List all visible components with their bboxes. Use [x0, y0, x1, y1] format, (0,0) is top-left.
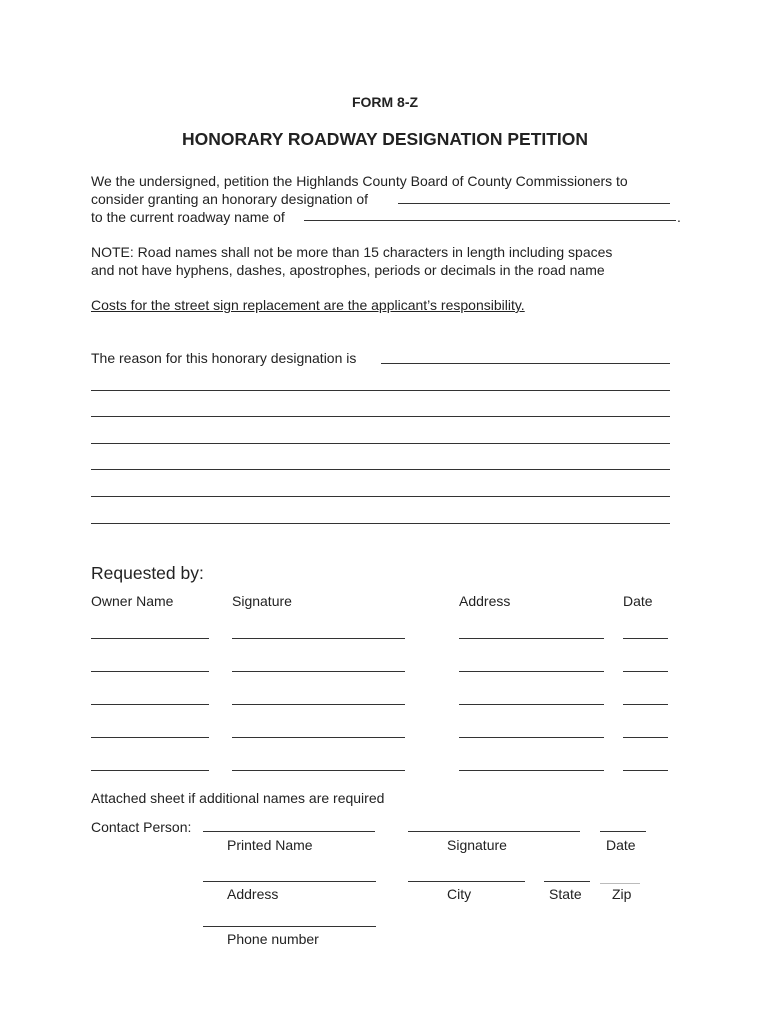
page-title: HONORARY ROADWAY DESIGNATION PETITION [181, 129, 589, 149]
owner-name-field[interactable] [91, 638, 209, 639]
contact-signature-field[interactable] [408, 831, 580, 832]
address-field[interactable] [459, 770, 604, 771]
owner-name-field[interactable] [91, 704, 209, 705]
contact-date-field[interactable] [600, 831, 646, 832]
intro-line-1: We the undersigned, petition the Highlands County Board of County Commissioners to [91, 173, 628, 189]
owner-name-field[interactable] [91, 770, 209, 771]
reason-line[interactable] [91, 523, 670, 524]
intro-period: . [677, 209, 681, 225]
signature-field[interactable] [232, 704, 405, 705]
address-field[interactable] [459, 737, 604, 738]
intro-line-3: to the current roadway name of [91, 209, 285, 225]
contact-city-field[interactable] [408, 881, 525, 882]
current-roadway-name-field[interactable] [304, 220, 676, 221]
address-field[interactable] [459, 638, 604, 639]
signature-field[interactable] [232, 770, 405, 771]
reason-line[interactable] [91, 496, 670, 497]
date-field[interactable] [623, 770, 668, 771]
signature-field[interactable] [232, 671, 405, 672]
owner-name-field[interactable] [91, 671, 209, 672]
column-header-signature: Signature [232, 593, 292, 609]
signature-field[interactable] [232, 638, 405, 639]
phone-number-caption: Phone number [227, 931, 319, 947]
honorary-designation-field[interactable] [398, 203, 670, 204]
contact-person-label: Contact Person: [91, 819, 192, 835]
reason-label: The reason for this honorary designation is [91, 350, 357, 366]
form-number: FORM 8-Z [351, 94, 419, 110]
contact-zip-field[interactable] [600, 883, 640, 884]
address-caption: Address [227, 886, 279, 902]
attached-sheet-note: Attached sheet if additional names are required [91, 790, 385, 806]
note-line-1: NOTE: Road names shall not be more than 15 characters in length including spaces [91, 244, 613, 260]
printed-name-caption: Printed Name [227, 837, 313, 853]
signature-caption: Signature [447, 837, 507, 853]
reason-line[interactable] [91, 469, 670, 470]
reason-line[interactable] [381, 363, 670, 364]
signature-field[interactable] [232, 737, 405, 738]
costs-notice: Costs for the street sign replacement are the applicant’s responsibility. [91, 297, 525, 313]
date-field[interactable] [623, 704, 668, 705]
note-line-2: and not have hyphens, dashes, apostrophes, periods or decimals in the road name [91, 262, 605, 278]
address-field[interactable] [459, 704, 604, 705]
reason-line[interactable] [91, 390, 670, 391]
intro-line-2: consider granting an honorary designation of [91, 191, 369, 207]
zip-caption: Zip [612, 886, 632, 902]
requested-by-heading: Requested by: [91, 563, 204, 583]
column-header-address: Address [459, 593, 511, 609]
reason-line[interactable] [91, 416, 670, 417]
contact-printed-name-field[interactable] [203, 831, 375, 832]
address-field[interactable] [459, 671, 604, 672]
contact-state-field[interactable] [544, 881, 590, 882]
owner-name-field[interactable] [91, 737, 209, 738]
date-field[interactable] [623, 737, 668, 738]
contact-address-field[interactable] [203, 881, 376, 882]
reason-line[interactable] [91, 443, 670, 444]
date-field[interactable] [623, 638, 668, 639]
date-caption: Date [606, 837, 636, 853]
state-caption: State [549, 886, 582, 902]
column-header-date: Date [623, 593, 653, 609]
contact-phone-field[interactable] [203, 926, 376, 927]
column-header-owner-name: Owner Name [91, 593, 174, 609]
city-caption: City [447, 886, 472, 902]
date-field[interactable] [623, 671, 668, 672]
